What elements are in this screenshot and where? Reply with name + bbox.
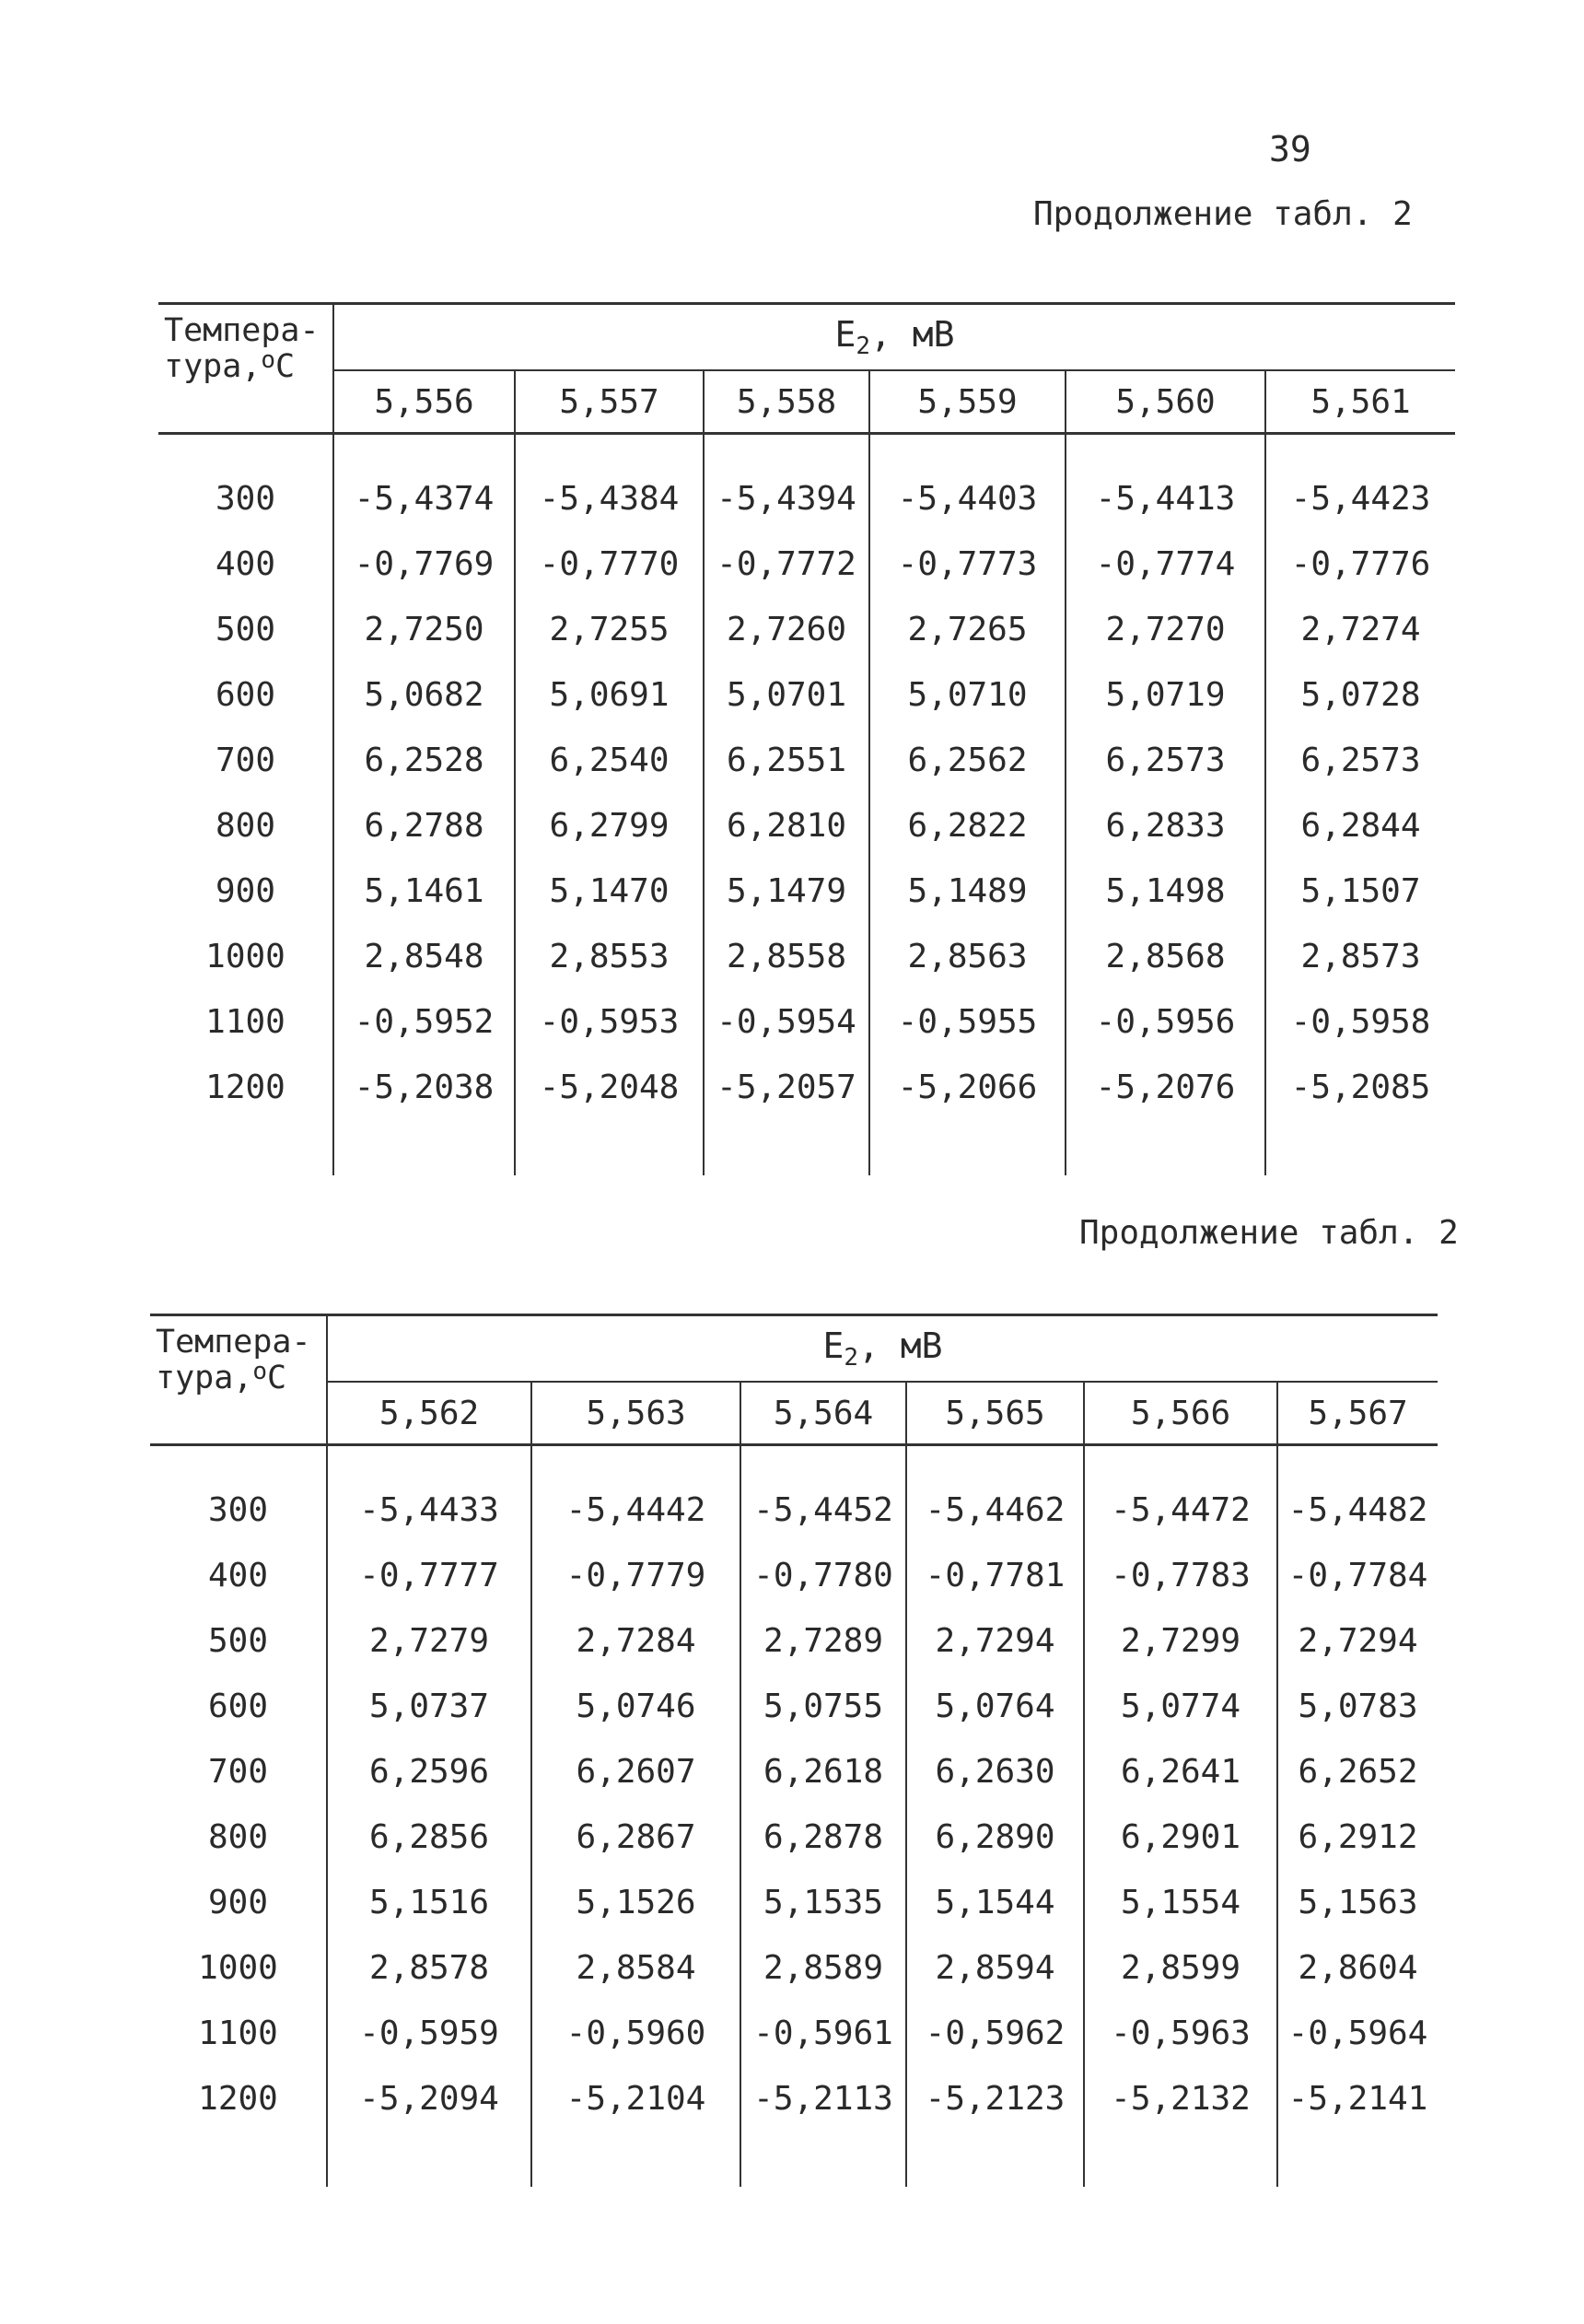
spacer-cell bbox=[1277, 1445, 1438, 1478]
column-header: 5,566 bbox=[1084, 1382, 1277, 1445]
column-header: 5,558 bbox=[704, 370, 869, 434]
value-cell: -5,2085 bbox=[1265, 1055, 1455, 1120]
temperature-header-unit: C bbox=[275, 347, 296, 385]
value-cell: -0,7781 bbox=[906, 1543, 1084, 1608]
value-cell: 6,2630 bbox=[906, 1739, 1084, 1804]
value-cell: -0,7784 bbox=[1277, 1543, 1438, 1608]
tail-cell bbox=[740, 2131, 906, 2187]
page-number: 39 bbox=[1269, 129, 1311, 169]
value-cell: 5,0719 bbox=[1066, 662, 1265, 728]
value-cell: 5,1489 bbox=[869, 858, 1066, 924]
value-cell: 5,1479 bbox=[704, 858, 869, 924]
temperature-cell: 400 bbox=[215, 545, 276, 583]
temperature-cell: 1200 bbox=[205, 1069, 285, 1106]
temperature-header-unit: C bbox=[267, 1359, 287, 1396]
temperature-header bbox=[158, 304, 333, 434]
value-cell: -5,2094 bbox=[327, 2066, 531, 2131]
spacer-cell bbox=[327, 1445, 531, 1478]
table-row bbox=[150, 1935, 1438, 2001]
tail-cell bbox=[1277, 2131, 1438, 2187]
value-cell: -0,7773 bbox=[869, 531, 1066, 597]
value-cell: -5,4433 bbox=[327, 1477, 531, 1543]
value-cell: -5,4482 bbox=[1277, 1477, 1438, 1543]
temperature-header-line2: тура, bbox=[156, 1359, 253, 1396]
value-cell: -0,5956 bbox=[1066, 989, 1265, 1055]
value-cell: -5,4472 bbox=[1084, 1477, 1277, 1543]
value-cell: 6,2618 bbox=[740, 1739, 906, 1804]
value-cell: 2,7294 bbox=[1277, 1608, 1438, 1674]
value-cell: 6,2607 bbox=[531, 1739, 740, 1804]
emf-subscript: 2 bbox=[856, 333, 871, 360]
tail-cell bbox=[327, 2131, 531, 2187]
table-row bbox=[158, 858, 1455, 924]
value-cell: -5,2113 bbox=[740, 2066, 906, 2131]
value-cell: -5,4413 bbox=[1066, 466, 1265, 531]
value-cell: 5,0764 bbox=[906, 1674, 1084, 1739]
value-cell: 5,0710 bbox=[869, 662, 1066, 728]
value-cell: 5,0682 bbox=[333, 662, 515, 728]
degree-sign: o bbox=[252, 1357, 268, 1385]
temperature-cell: 800 bbox=[215, 807, 276, 845]
table-row bbox=[158, 728, 1455, 793]
value-cell: -0,7777 bbox=[327, 1543, 531, 1608]
value-cell: -0,7770 bbox=[515, 531, 704, 597]
table-row bbox=[158, 662, 1455, 728]
value-cell: -5,2076 bbox=[1066, 1055, 1265, 1120]
value-cell: 5,0701 bbox=[704, 662, 869, 728]
value-cell: 5,0783 bbox=[1277, 1674, 1438, 1739]
emf-symbol: E bbox=[834, 314, 856, 355]
value-cell: 2,8573 bbox=[1265, 924, 1455, 989]
value-cell: 2,8548 bbox=[333, 924, 515, 989]
header-row bbox=[150, 1315, 1438, 1383]
value-cell: -5,4442 bbox=[531, 1477, 740, 1543]
value-cell: 5,1507 bbox=[1265, 858, 1455, 924]
column-header: 5,563 bbox=[531, 1382, 740, 1445]
temperature-header-line2: тура, bbox=[164, 347, 262, 385]
value-cell: -0,7779 bbox=[531, 1543, 740, 1608]
value-cell: 6,2844 bbox=[1265, 793, 1455, 858]
temperature-cell: 900 bbox=[207, 1884, 269, 1921]
column-header: 5,564 bbox=[740, 1382, 906, 1445]
table-row bbox=[150, 1608, 1438, 1674]
table-row bbox=[158, 531, 1455, 597]
value-cell: 5,1498 bbox=[1066, 858, 1265, 924]
value-cell: 2,8568 bbox=[1066, 924, 1265, 989]
table-row bbox=[150, 1674, 1438, 1739]
table-row bbox=[158, 1055, 1455, 1120]
thermo-emf-table bbox=[150, 1314, 1438, 2187]
column-header: 5,567 bbox=[1277, 1382, 1438, 1445]
degree-sign: o bbox=[261, 345, 276, 374]
temperature-header-line1: Темпера- bbox=[164, 312, 320, 349]
emf-header bbox=[327, 1315, 1438, 1383]
value-cell: 6,2573 bbox=[1265, 728, 1455, 793]
value-cell: 2,8563 bbox=[869, 924, 1066, 989]
value-cell: -0,7776 bbox=[1265, 531, 1455, 597]
value-cell: -5,2066 bbox=[869, 1055, 1066, 1120]
value-cell: -5,2048 bbox=[515, 1055, 704, 1120]
spacer-cell bbox=[740, 1445, 906, 1478]
value-cell: -0,5958 bbox=[1265, 989, 1455, 1055]
value-cell: 2,7289 bbox=[740, 1608, 906, 1674]
value-cell: -0,7783 bbox=[1084, 1543, 1277, 1608]
temperature-cell: 500 bbox=[207, 1622, 269, 1660]
spacer-cell bbox=[704, 434, 869, 467]
temperature-cell: 1200 bbox=[198, 2080, 278, 2118]
tail-cell bbox=[704, 1120, 869, 1175]
value-cell: 5,0774 bbox=[1084, 1674, 1277, 1739]
value-cell: 5,1516 bbox=[327, 1870, 531, 1935]
temperature-cell: 1100 bbox=[198, 2015, 278, 2052]
value-cell: -5,2057 bbox=[704, 1055, 869, 1120]
value-cell: -5,4423 bbox=[1265, 466, 1455, 531]
value-cell: 6,2788 bbox=[333, 793, 515, 858]
spacer-cell bbox=[531, 1445, 740, 1478]
spacer-cell bbox=[333, 434, 515, 467]
value-cell: 6,2810 bbox=[704, 793, 869, 858]
temperature-cell: 700 bbox=[207, 1753, 269, 1791]
value-cell: 2,7274 bbox=[1265, 597, 1455, 662]
header-row bbox=[158, 304, 1455, 371]
value-cell: 6,2822 bbox=[869, 793, 1066, 858]
spacer-cell bbox=[158, 434, 333, 467]
temperature-cell: 600 bbox=[207, 1688, 269, 1725]
value-cell: -0,5964 bbox=[1277, 2001, 1438, 2066]
column-header: 5,559 bbox=[869, 370, 1066, 434]
value-cell: -5,4384 bbox=[515, 466, 704, 531]
temperature-cell: 700 bbox=[215, 742, 276, 779]
value-cell: 2,8599 bbox=[1084, 1935, 1277, 2001]
spacer-cell bbox=[1066, 434, 1265, 467]
table-caption: Продолжение табл. 2 bbox=[1033, 195, 1413, 233]
value-cell: 6,2799 bbox=[515, 793, 704, 858]
spacer-cell bbox=[869, 434, 1066, 467]
value-cell: 6,2573 bbox=[1066, 728, 1265, 793]
temperature-cell: 1000 bbox=[205, 938, 285, 975]
temperature-cell: 500 bbox=[215, 611, 276, 648]
spacer-cell bbox=[150, 1445, 327, 1478]
emf-unit: , мВ bbox=[870, 314, 955, 355]
temperature-cell: 1000 bbox=[198, 1949, 278, 1987]
value-cell: -5,4462 bbox=[906, 1477, 1084, 1543]
value-cell: 2,7284 bbox=[531, 1608, 740, 1674]
value-cell: -0,5960 bbox=[531, 2001, 740, 2066]
value-cell: 5,1461 bbox=[333, 858, 515, 924]
table-row bbox=[150, 1543, 1438, 1608]
table-caption: Продолжение табл. 2 bbox=[1079, 1214, 1459, 1252]
value-cell: 6,2912 bbox=[1277, 1804, 1438, 1870]
value-cell: 6,2856 bbox=[327, 1804, 531, 1870]
value-cell: 2,8604 bbox=[1277, 1935, 1438, 2001]
value-cell: 5,0737 bbox=[327, 1674, 531, 1739]
value-cell: -0,5954 bbox=[704, 989, 869, 1055]
value-cell: 6,2596 bbox=[327, 1739, 531, 1804]
value-cell: -5,2123 bbox=[906, 2066, 1084, 2131]
emf-header bbox=[333, 304, 1455, 371]
value-cell: -5,2132 bbox=[1084, 2066, 1277, 2131]
temperature-cell: 300 bbox=[207, 1491, 269, 1529]
thermo-emf-table bbox=[158, 302, 1455, 1175]
value-cell: -0,5955 bbox=[869, 989, 1066, 1055]
column-header: 5,561 bbox=[1265, 370, 1455, 434]
spacer-cell bbox=[1265, 434, 1455, 467]
value-cell: -0,5962 bbox=[906, 2001, 1084, 2066]
column-header: 5,565 bbox=[906, 1382, 1084, 1445]
value-cell: 6,2878 bbox=[740, 1804, 906, 1870]
tail-cell bbox=[333, 1120, 515, 1175]
tail-row bbox=[158, 1120, 1455, 1175]
value-cell: 6,2551 bbox=[704, 728, 869, 793]
value-cell: 2,8584 bbox=[531, 1935, 740, 2001]
value-cell: 2,8553 bbox=[515, 924, 704, 989]
value-cell: -5,2104 bbox=[531, 2066, 740, 2131]
tail-cell bbox=[150, 2131, 327, 2187]
value-cell: 5,0755 bbox=[740, 1674, 906, 1739]
value-cell: 2,7294 bbox=[906, 1608, 1084, 1674]
value-cell: 5,0728 bbox=[1265, 662, 1455, 728]
table-row bbox=[158, 924, 1455, 989]
table-row bbox=[158, 597, 1455, 662]
value-cell: 2,7255 bbox=[515, 597, 704, 662]
temperature-cell: 1100 bbox=[205, 1003, 285, 1041]
spacer-row bbox=[150, 1445, 1438, 1478]
tail-cell bbox=[531, 2131, 740, 2187]
column-header: 5,556 bbox=[333, 370, 515, 434]
value-cell: -5,2038 bbox=[333, 1055, 515, 1120]
temperature-cell: 600 bbox=[215, 676, 276, 714]
value-cell: -0,5961 bbox=[740, 2001, 906, 2066]
value-cell: 5,1526 bbox=[531, 1870, 740, 1935]
value-cell: 5,1544 bbox=[906, 1870, 1084, 1935]
table-row bbox=[150, 2001, 1438, 2066]
table-row bbox=[158, 793, 1455, 858]
value-cell: 5,1470 bbox=[515, 858, 704, 924]
value-cell: -5,2141 bbox=[1277, 2066, 1438, 2131]
value-cell: -5,4452 bbox=[740, 1477, 906, 1543]
value-cell: 6,2540 bbox=[515, 728, 704, 793]
value-cell: 6,2890 bbox=[906, 1804, 1084, 1870]
value-cell: -0,5959 bbox=[327, 2001, 531, 2066]
value-cell: -0,7772 bbox=[704, 531, 869, 597]
tail-cell bbox=[515, 1120, 704, 1175]
value-cell: 2,7299 bbox=[1084, 1608, 1277, 1674]
value-cell: 2,7260 bbox=[704, 597, 869, 662]
spacer-cell bbox=[515, 434, 704, 467]
table-row bbox=[158, 466, 1455, 531]
table-row bbox=[150, 1870, 1438, 1935]
spacer-cell bbox=[1084, 1445, 1277, 1478]
temperature-cell: 400 bbox=[207, 1557, 269, 1594]
value-cell: 6,2833 bbox=[1066, 793, 1265, 858]
column-header: 5,562 bbox=[327, 1382, 531, 1445]
value-cell: 2,7270 bbox=[1066, 597, 1265, 662]
column-header: 5,560 bbox=[1066, 370, 1265, 434]
value-cell: 6,2528 bbox=[333, 728, 515, 793]
tail-cell bbox=[158, 1120, 333, 1175]
value-cell: 2,7265 bbox=[869, 597, 1066, 662]
tail-cell bbox=[906, 2131, 1084, 2187]
value-cell: -0,7769 bbox=[333, 531, 515, 597]
value-cell: 5,1563 bbox=[1277, 1870, 1438, 1935]
value-cell: 6,2652 bbox=[1277, 1739, 1438, 1804]
value-cell: -5,4394 bbox=[704, 466, 869, 531]
table-row bbox=[150, 2066, 1438, 2131]
column-header-row bbox=[150, 1382, 1438, 1445]
value-cell: -5,4403 bbox=[869, 466, 1066, 531]
value-cell: -0,5963 bbox=[1084, 2001, 1277, 2066]
table-row bbox=[150, 1739, 1438, 1804]
value-cell: 2,7250 bbox=[333, 597, 515, 662]
tail-cell bbox=[1066, 1120, 1265, 1175]
value-cell: 6,2641 bbox=[1084, 1739, 1277, 1804]
column-header-row bbox=[158, 370, 1455, 434]
spacer-cell bbox=[906, 1445, 1084, 1478]
temperature-cell: 300 bbox=[215, 480, 276, 518]
temperature-cell: 900 bbox=[215, 872, 276, 910]
emf-symbol: E bbox=[822, 1325, 844, 1366]
tail-cell bbox=[1084, 2131, 1277, 2187]
value-cell: 5,0691 bbox=[515, 662, 704, 728]
value-cell: -0,5952 bbox=[333, 989, 515, 1055]
value-cell: 2,8578 bbox=[327, 1935, 531, 2001]
value-cell: 6,2562 bbox=[869, 728, 1066, 793]
value-cell: -5,4374 bbox=[333, 466, 515, 531]
tail-cell bbox=[1265, 1120, 1455, 1175]
temperature-header bbox=[150, 1315, 327, 1445]
value-cell: -0,7780 bbox=[740, 1543, 906, 1608]
table-row bbox=[150, 1804, 1438, 1870]
value-cell: 5,0746 bbox=[531, 1674, 740, 1739]
value-cell: 2,8589 bbox=[740, 1935, 906, 2001]
tail-row bbox=[150, 2131, 1438, 2187]
value-cell: -0,7774 bbox=[1066, 531, 1265, 597]
temperature-cell: 800 bbox=[207, 1818, 269, 1856]
value-cell: -0,5953 bbox=[515, 989, 704, 1055]
table-row bbox=[158, 989, 1455, 1055]
column-header: 5,557 bbox=[515, 370, 704, 434]
value-cell: 6,2867 bbox=[531, 1804, 740, 1870]
value-cell: 5,1554 bbox=[1084, 1870, 1277, 1935]
emf-unit: , мВ bbox=[858, 1325, 943, 1366]
value-cell: 6,2901 bbox=[1084, 1804, 1277, 1870]
temperature-header-line1: Темпера- bbox=[156, 1324, 311, 1361]
value-cell: 2,7279 bbox=[327, 1608, 531, 1674]
value-cell: 2,8594 bbox=[906, 1935, 1084, 2001]
value-cell: 5,1535 bbox=[740, 1870, 906, 1935]
spacer-row bbox=[158, 434, 1455, 467]
value-cell: 2,8558 bbox=[704, 924, 869, 989]
tail-cell bbox=[869, 1120, 1066, 1175]
emf-subscript: 2 bbox=[844, 1344, 859, 1372]
table-row bbox=[150, 1477, 1438, 1543]
